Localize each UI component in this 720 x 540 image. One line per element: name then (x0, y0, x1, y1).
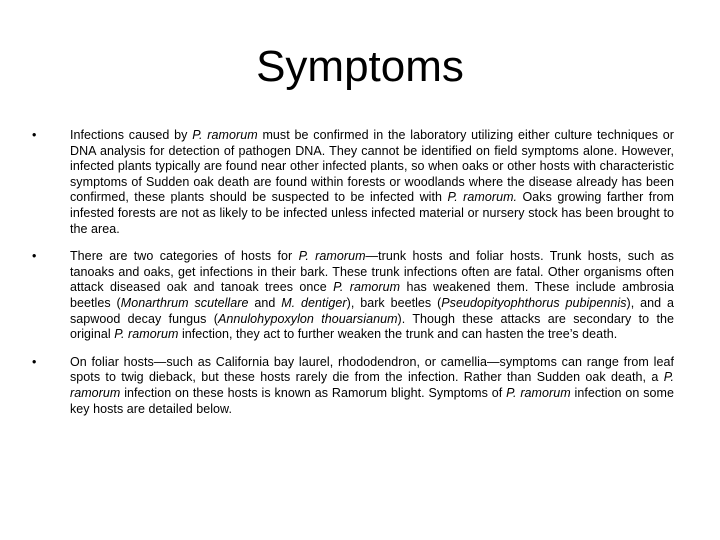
italic-term: P. ramorum (298, 249, 366, 264)
text-run: ). Though these attacks are secondary to the original (70, 311, 674, 342)
text-run: There are two categories of hosts for (70, 249, 299, 264)
text-run: Infections caused by (70, 128, 193, 142)
bullet-text (70, 355, 674, 417)
text-run: has weakened them. These include ambrosia beetles ( (70, 280, 674, 310)
italic-term: P. ramorum (192, 128, 258, 142)
bullet-item (30, 249, 674, 343)
text-run: infection on these hosts is known as Ramorum blight. Symptoms of (120, 385, 507, 400)
bullet-text (70, 249, 674, 343)
italic-term: Pseudopityophthorus pubipennis (441, 295, 627, 310)
bullet-dot-icon: • (32, 354, 37, 369)
text-run: —trunk hosts and foliar hosts. Trunk hosts, such as tanoaks and oaks, get infections in their bark. These trunk infections often are fatal. Other organisms often attack diseased oak and tanoak trees once (70, 249, 674, 295)
italic-term: Annulohypoxylon thouarsianum (217, 311, 398, 326)
bullet-item (30, 355, 674, 417)
text-run: Oaks growing farther from infested forests are not as likely to be infected unless infected material or nursery stock has been brought to the area. (70, 190, 674, 236)
bullet-text (70, 128, 674, 237)
text-run: ), and a sapwood decay fungus ( (70, 295, 674, 326)
text-run: On foliar hosts—such as California bay laurel, rhododendron, or camellia—symptoms can range from leaf spots to twig dieback, but these hosts rarely die from the infection. Rather than Sudden oak death, a (70, 354, 674, 385)
italic-term: P. ramorum (114, 327, 179, 342)
bullet-item (30, 128, 674, 237)
bullet-dot-icon: • (32, 128, 37, 142)
bullet-list (30, 128, 674, 429)
italic-term: P. ramorum (70, 370, 674, 400)
bullet-dot-icon: • (32, 249, 37, 264)
text-run: infection, they act to further weaken the trunk and can hasten the tree’s death. (178, 327, 618, 342)
italic-term: M. dentiger (281, 295, 347, 310)
italic-term: P. ramorum. (447, 190, 518, 205)
text-run: and (248, 295, 282, 310)
italic-term: P. ramorum (333, 280, 401, 295)
italic-term: Monarthrum scutellare (120, 295, 249, 310)
text-run: infection on some key hosts are detailed below. (70, 385, 674, 416)
text-run: must be confirmed in the laboratory utilizing either culture techniques or DNA analysis for detection of pathogen DNA. They cannot be identified on field symptoms alone. However, infected plants typically are found near other infected plants, so when oaks or other hosts with characteristic symptoms of Sudden oak death are found within forests or woodlands where the disease already has been confirmed, these plants should be suspected to be infected with (70, 128, 674, 205)
slide-title: Symptoms (256, 42, 464, 91)
italic-term: P. ramorum (506, 385, 571, 400)
text-run: ), bark beetles ( (346, 295, 442, 310)
